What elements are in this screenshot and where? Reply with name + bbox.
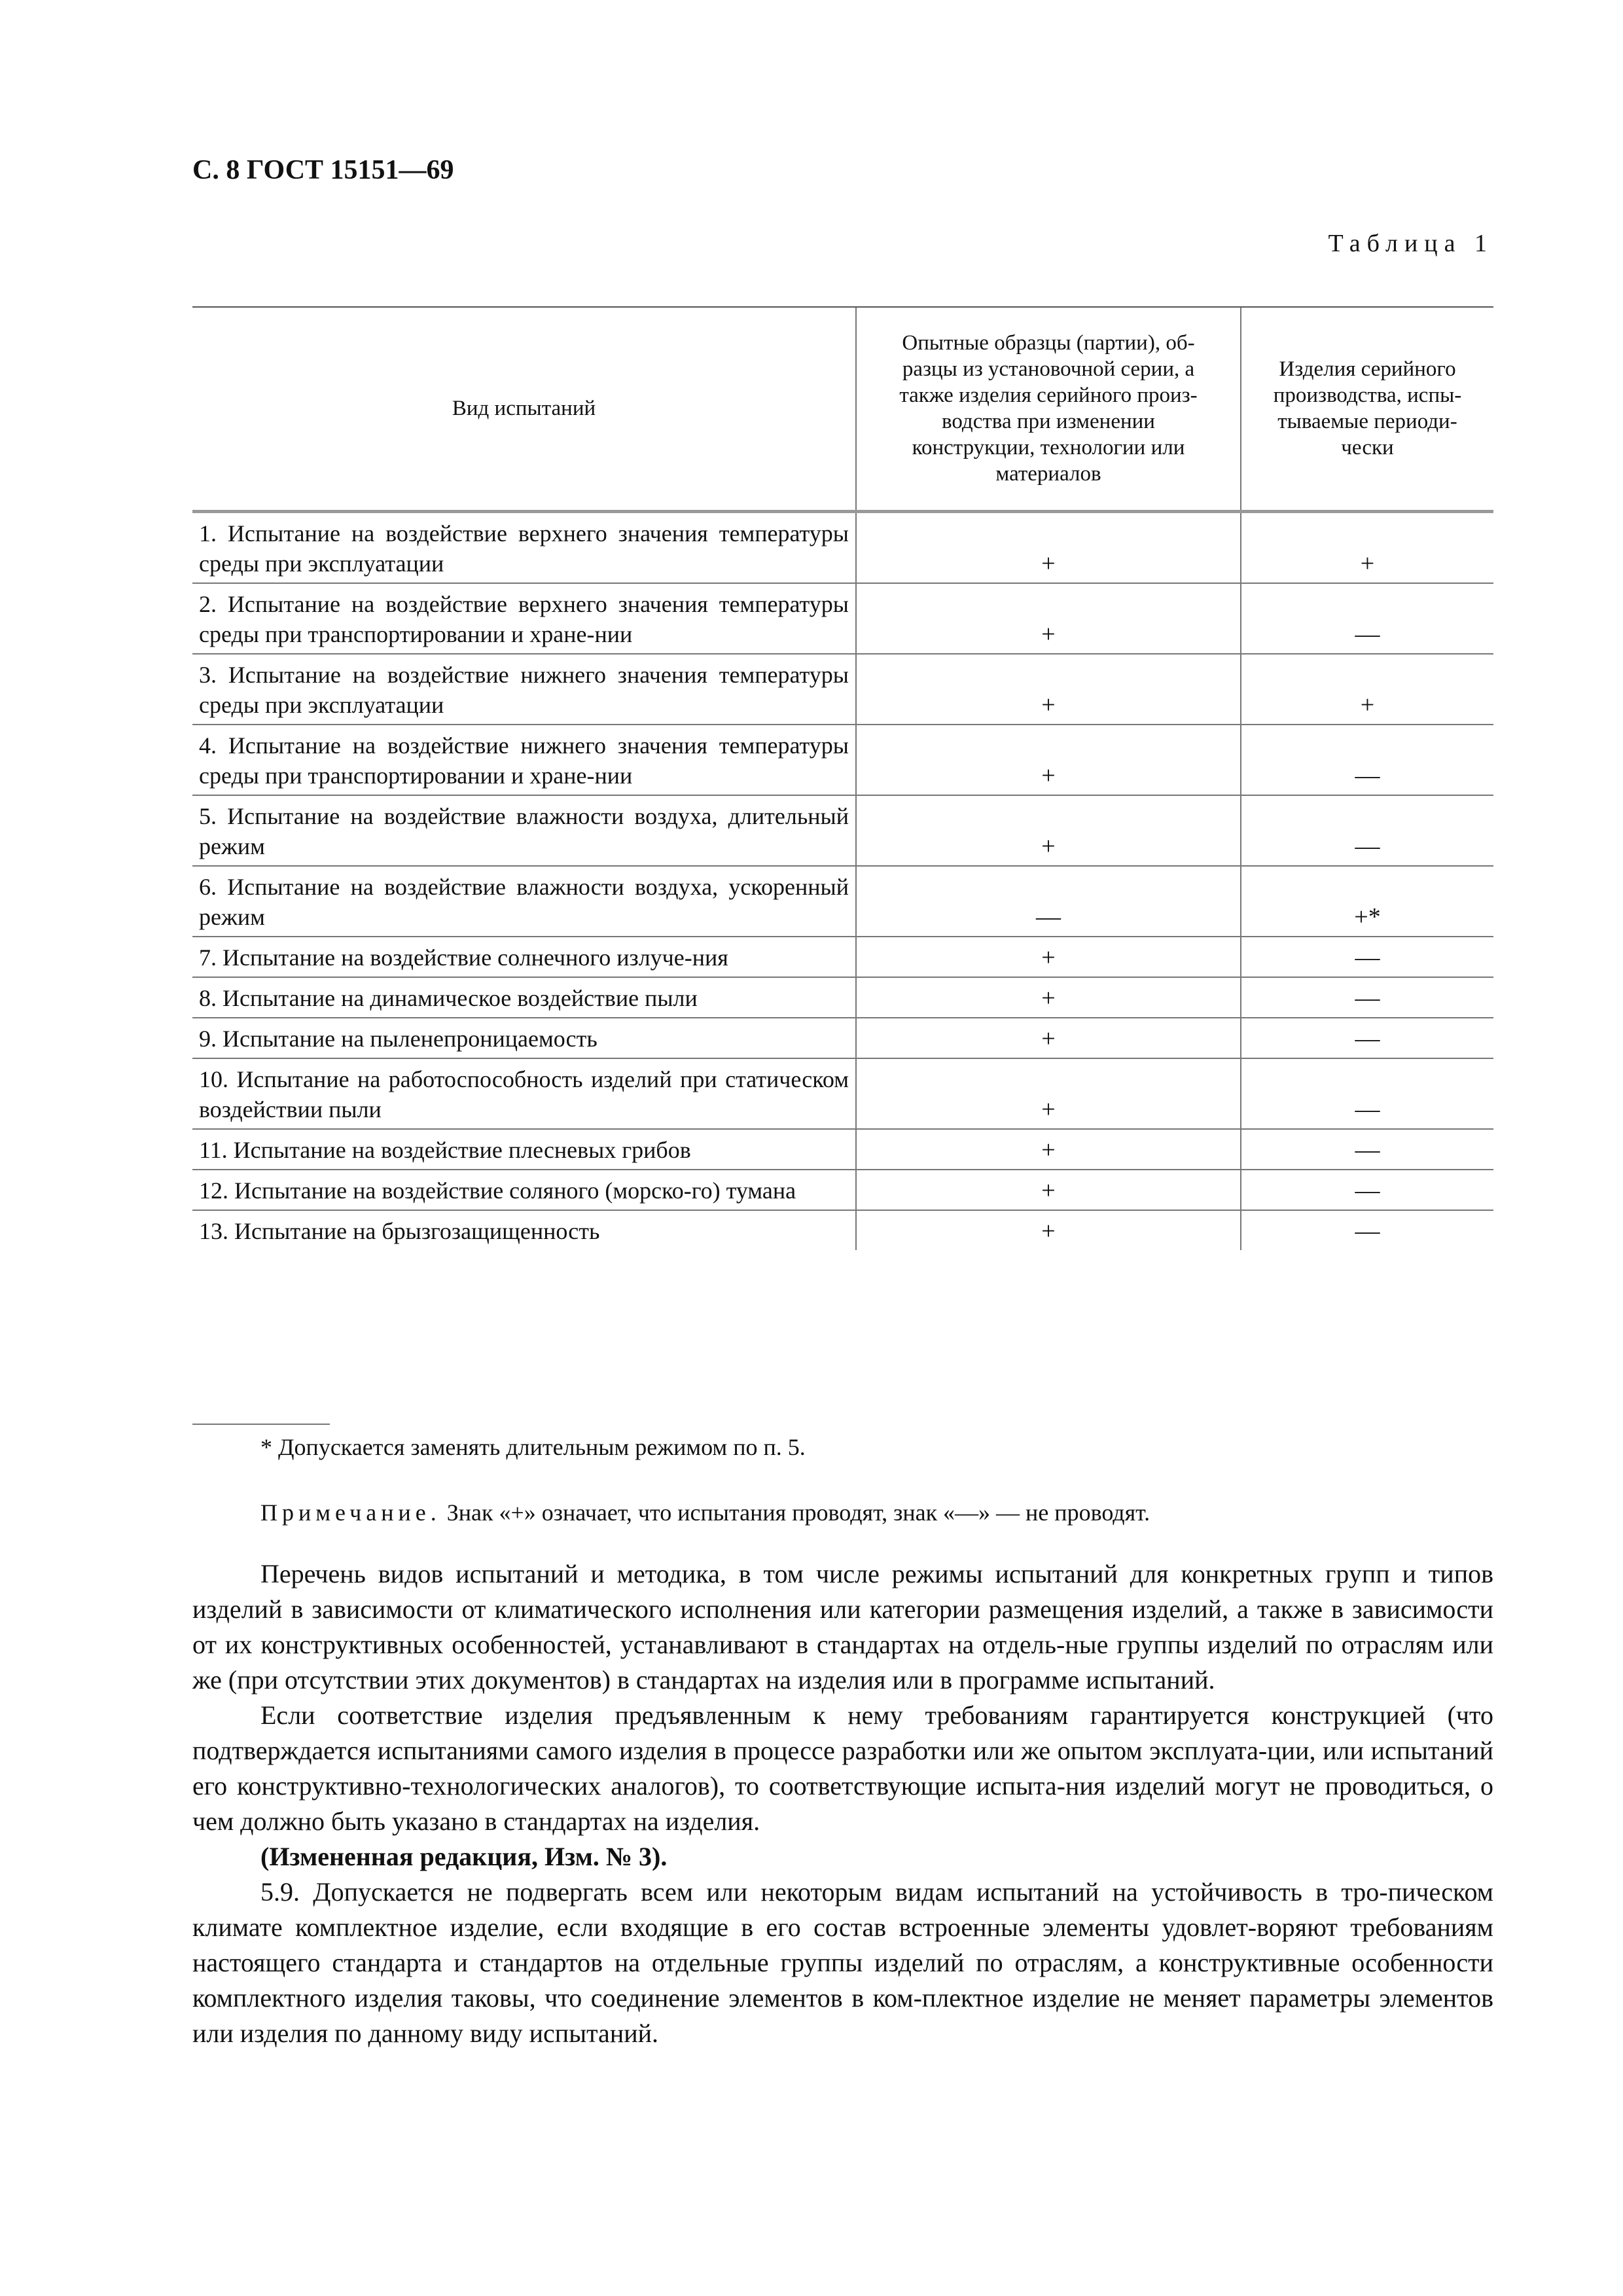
serial-mark: +*	[1241, 866, 1493, 937]
note-label: Примечание.	[260, 1499, 441, 1526]
table-row	[192, 1210, 1493, 1250]
table-row	[192, 866, 1493, 937]
serial-mark: —	[1241, 1058, 1493, 1129]
prototype-mark: +	[856, 795, 1241, 866]
table-header-row	[192, 307, 1493, 511]
test-name: 11. Испытание на воздействие плесневых грибов	[192, 1129, 856, 1170]
test-name: 13. Испытание на брызгозащищенность	[199, 1217, 600, 1244]
table-row	[192, 937, 1493, 977]
serial-mark: +	[1241, 511, 1493, 583]
serial-mark: —	[1241, 725, 1493, 795]
table-row	[192, 977, 1493, 1018]
test-name: 3. Испытание на воздействие нижнего значения температуры среды при эксплуатации	[192, 654, 856, 725]
test-name: 5. Испытание на воздействие влажности воздуха, длительный режим	[192, 795, 856, 866]
test-name: 4. Испытание на воздействие нижнего значения температуры среды при транспортировании и хране-нии	[192, 725, 856, 795]
table-label: Таблица 1	[1328, 230, 1493, 257]
serial-mark: —	[1241, 1210, 1493, 1250]
prototype-mark: +	[856, 654, 1241, 725]
footnote: * Допускается заменять длительным режимом по п. 5.	[260, 1434, 806, 1460]
test-name: 1. Испытание на воздействие верхнего значения температуры среды при эксплуатации	[192, 511, 856, 583]
prototype-mark: +	[856, 1210, 1241, 1250]
test-name: 7. Испытание на воздействие солнечного излуче-ния	[192, 937, 856, 977]
table-row	[192, 583, 1493, 654]
body-text	[192, 1556, 1493, 2051]
column-header-test-type: Вид испытаний	[192, 307, 856, 511]
note-text: Знак «+» означает, что испытания проводят, знак «—» — не проводят.	[446, 1499, 1150, 1526]
prototype-mark: +	[856, 583, 1241, 654]
table-row	[192, 1018, 1493, 1058]
serial-mark: —	[1241, 937, 1493, 977]
prototype-mark: +	[856, 1018, 1241, 1058]
test-name: 12. Испытание на воздействие соляного (морско-го) тумана	[192, 1170, 856, 1210]
serial-mark: —	[1241, 1018, 1493, 1058]
prototype-mark: +	[856, 725, 1241, 795]
paragraph-5-9: 5.9. Допускается не подвергать всем или некоторым видам испытаний на устойчивость в тро-пическом климате комплектное изделие, если входящие в его состав встроенные элементы удовлет-воряют требованиям настоящего стандарта и стандартов на отдельные группы изделий по отраслям, а конструктивные особенности комплектного изделия таковы, что соединение элементов в ком-плектное изделие не меняет параметры элементов или изделия по данному виду испытаний.	[192, 1877, 1493, 2048]
footnote-divider	[192, 1424, 330, 1425]
serial-mark: —	[1241, 1129, 1493, 1170]
column-header-prototypes: Опытные образцы (партии), об- разцы из установочной серии, а также изделия серийного произ- водства при изменении конструкции, технологии или материалов	[856, 307, 1241, 511]
table-row	[192, 654, 1493, 725]
table-row	[192, 1170, 1493, 1210]
prototype-mark: —	[856, 866, 1241, 937]
table-body	[192, 511, 1493, 1250]
table-row	[192, 1129, 1493, 1170]
test-name: 2. Испытание на воздействие верхнего значения температуры среды при транспортировании и хране-нии	[192, 583, 856, 654]
column-header-serial: Изделия серийного производства, испы- тываемые периоди- чески	[1241, 307, 1493, 511]
amendment-note: (Измененная редакция, Изм. № 3).	[260, 1842, 668, 1871]
serial-mark: —	[1241, 1170, 1493, 1210]
serial-mark: —	[1241, 977, 1493, 1018]
prototype-mark: +	[856, 977, 1241, 1018]
prototype-mark: +	[856, 511, 1241, 583]
table-note	[260, 1499, 1150, 1526]
prototype-mark: +	[856, 1170, 1241, 1210]
serial-mark: +	[1241, 654, 1493, 725]
serial-mark: —	[1241, 795, 1493, 866]
table-row	[192, 725, 1493, 795]
prototype-mark: +	[856, 1058, 1241, 1129]
paragraph-conformity: Если соответствие изделия предъявленным к нему требованиям гарантируется конструкцией (что подтверждается испытаниями самого изделия в процессе разработки или же опытом эксплуата-ции, или испытаний его конструктивно-технологических аналогов), то соответствующие испыта-ния изделий могут не проводиться, о чем должно быть указано в стандартах на изделия.	[192, 1700, 1493, 1836]
table-row	[192, 1058, 1493, 1129]
tests-table	[192, 306, 1493, 1250]
prototype-mark: +	[856, 1129, 1241, 1170]
test-name: 8. Испытание на динамическое воздействие пыли	[192, 977, 856, 1018]
serial-mark: —	[1241, 583, 1493, 654]
table-row	[192, 795, 1493, 866]
prototype-mark: +	[856, 937, 1241, 977]
test-name: 9. Испытание на пыленепроницаемость	[192, 1018, 856, 1058]
test-name: 6. Испытание на воздействие влажности воздуха, ускоренный режим	[192, 866, 856, 937]
paragraph-test-list: Перечень видов испытаний и методика, в том числе режимы испытаний для конкретных групп и типов изделий в зависимости от климатического исполнения или категории размещения изделий, а также в зависимости от их конструктивных особенностей, устанавливают в стандартах на отдель-ные группы изделий по отраслям или же (при отсутствии этих документов) в стандартах на изделия или в программе испытаний.	[192, 1559, 1493, 1695]
page-header: С. 8 ГОСТ 15151—69	[192, 155, 454, 185]
table-row	[192, 511, 1493, 583]
test-name: 10. Испытание на работоспособность изделий при статическом воздействии пыли	[192, 1058, 856, 1129]
